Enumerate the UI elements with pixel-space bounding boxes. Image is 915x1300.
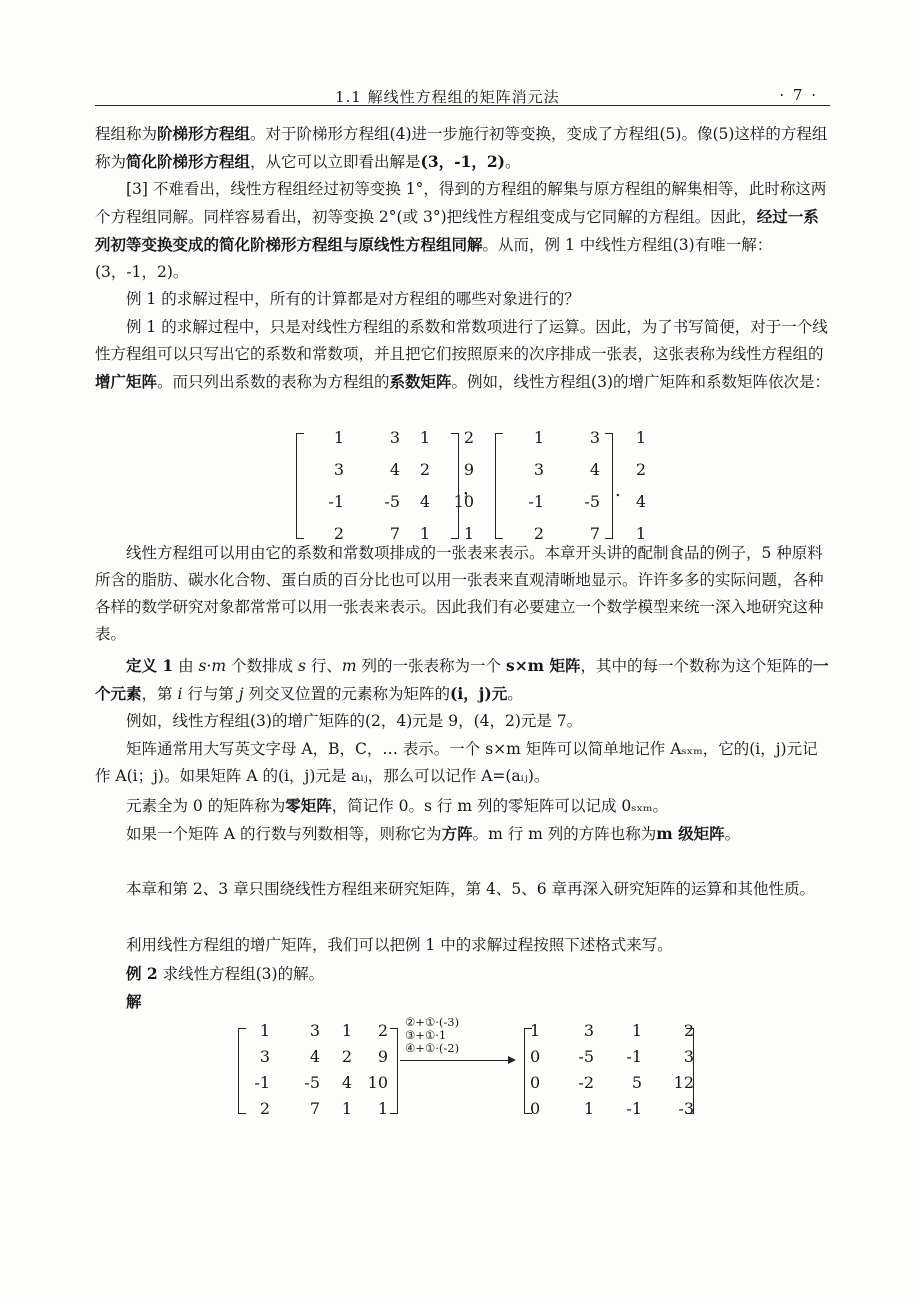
matrix-cell: 2 (463, 428, 474, 447)
matrix-cell: 3 (309, 1021, 320, 1040)
matrix-cell: 2 (533, 524, 544, 543)
example-2-heading: 例 2 求线性方程组(3)的解。 (126, 964, 325, 983)
row-op-2: ③+①·1 (405, 1028, 447, 1042)
matrix-cell: -5 (304, 1073, 320, 1092)
matrix-cell: 1 (419, 428, 430, 447)
augmented-matrix-step (244, 1018, 394, 1122)
matrix-cell: 2 (377, 1021, 388, 1040)
matrix-cell: -1 (254, 1073, 270, 1092)
row-op-1: ②+①·(-3) (405, 1015, 460, 1029)
matrix-cell: 1 (341, 1021, 352, 1040)
matrix-cell: 2 (259, 1099, 270, 1118)
matrix-cell: 2 (341, 1047, 352, 1066)
matrix-cell: 3 (589, 428, 600, 447)
matrix-bracket-right (451, 433, 459, 539)
matrix-cell: -5 (584, 492, 600, 511)
paragraph-12: 利用线性方程组的增广矩阵，我们可以把例 1 中的求解过程按照下述格式来写。 (126, 936, 673, 954)
matrix-cell: 10 (367, 1073, 388, 1092)
matrix-cell: 1 (635, 524, 646, 543)
matrix-cell: -5 (384, 492, 400, 511)
matrix-cell: 4 (341, 1073, 352, 1092)
paragraph-9: 元素全为 0 的矩阵称为零矩阵，简记作 0。s 行 m 列的零矩阵可以记成 0ₛₓₘ。 (126, 796, 669, 815)
matrix-cell: 1 (419, 524, 430, 543)
result-matrix (530, 1018, 700, 1122)
matrix-cell: 1 (341, 1099, 352, 1118)
matrix-cell: -1 (528, 492, 544, 511)
matrix-cell: -1 (626, 1047, 642, 1066)
comma: ， (463, 478, 481, 499)
arrow-head-icon (508, 1056, 516, 1064)
matrix-cell: -5 (578, 1047, 594, 1066)
matrix-cell: 3 (259, 1047, 270, 1066)
matrix-cell: 2 (333, 524, 344, 543)
matrix-cell: 1 (333, 428, 344, 447)
matrix-cell: 10 (453, 492, 474, 511)
matrix-cell: 12 (673, 1073, 694, 1092)
matrix-cell: 5 (631, 1073, 642, 1092)
matrix-cell: 7 (389, 524, 400, 543)
paragraph-3: 例 1 的求解过程中，所有的计算都是对方程组的哪些对象进行的？ (126, 290, 580, 308)
matrix-cell: 4 (589, 460, 600, 479)
matrix-cell: 1 (533, 428, 544, 447)
page-number: · 7 · (779, 86, 818, 104)
matrix-cell: -2 (578, 1073, 594, 1092)
paragraph-6-definition: 定义 1 由 s·m 个数排成 s 行、m 列的一张表称为一个 s×m 矩阵，其中的每一个数称为这个矩阵的一个元素，第 i 行与第 j 列交叉位置的元素称为矩阵的(i，j)元。 (95, 656, 829, 703)
matrix-cell: 9 (377, 1047, 388, 1066)
matrix-cell: 4 (389, 460, 400, 479)
matrix-cell: 3 (683, 1047, 694, 1066)
matrix-cell: -1 (328, 492, 344, 511)
matrix-bracket-left (296, 433, 304, 539)
matrix-cell: 1 (259, 1021, 270, 1040)
matrix-cell: 4 (635, 492, 646, 511)
matrix-bracket-right (686, 1028, 694, 1114)
section-title: 1.1 解线性方程组的矩阵消元法 (335, 88, 560, 106)
matrix-cell: 1 (463, 524, 474, 543)
matrix-cell: 3 (389, 428, 400, 447)
matrix-cell: 7 (589, 524, 600, 543)
matrix-cell: 2 (635, 460, 646, 479)
header-rule (95, 105, 830, 106)
running-header (95, 78, 830, 106)
matrix-cell: -1 (626, 1099, 642, 1118)
matrix-cell: 1 (635, 428, 646, 447)
matrix-cell: 0 (530, 1047, 541, 1066)
matrix-cell: 0 (530, 1073, 541, 1092)
paragraph-7: 例如，线性方程组(3)的增广矩阵的(2，4)元是 9，(4，2)元是 7。 (126, 712, 583, 730)
matrix-cell: 2 (683, 1021, 694, 1040)
matrix-cell: 9 (463, 460, 474, 479)
matrix-cell: 7 (309, 1099, 320, 1118)
matrix-cell: 2 (419, 460, 430, 479)
arrow-shaft (400, 1060, 510, 1061)
paragraph-4: 例 1 的求解过程中，只是对线性方程组的系数和常数项进行了运算。因此，为了书写简便，对于一个线性方程组可以只写出它的系数和常数项，并且把它们按照原来的次序排成一张表，这张表称为线性方程组的增广矩阵。而只列出系数的表称为方程组的系数矩阵。例如，线性方程组(3)的增广矩阵和系数矩阵依次是： (95, 318, 831, 391)
solution-label: 解 (126, 992, 142, 1011)
matrix-cell: 0 (530, 1099, 541, 1118)
matrix-cell: 1 (530, 1021, 541, 1040)
coefficient-matrix (502, 422, 652, 550)
matrix-bracket-right (605, 433, 613, 539)
matrix-cell: 1 (583, 1099, 594, 1118)
paragraph-5: 线性方程组可以用由它的系数和常数项排成的一张表来表示。本章开头讲的配制食品的例子，5 种原料所含的脂肪、碳水化合物、蛋白质的百分比也可以用一张表来直观清晰地显示。许许多多的实际问题，各种各样的数学研究对象都常常可以用一张表来表示。因此我们有必要建立一个数学模型来统一深入地研究这种表。 (95, 544, 824, 643)
matrix-cell: 1 (631, 1021, 642, 1040)
matrix-cell: 4 (309, 1047, 320, 1066)
paragraph-1: 程组称为阶梯形方程组。对于阶梯形方程组(4)进一步施行初等变换，变成了方程组(5)。像(5)这样的方程组称为简化阶梯形方程组，从它可以立即看出解是(3，-1，2)。 (95, 124, 828, 171)
matrix-bracket-right (390, 1028, 398, 1114)
matrix-cell: -3 (678, 1099, 694, 1118)
matrix-cell: 1 (377, 1099, 388, 1118)
matrix-cell: 3 (583, 1021, 594, 1040)
paragraph-11: 本章和第 2、3 章只围绕线性方程组来研究矩阵，第 4、5、6 章再深入研究矩阵的运算和其他性质。 (126, 880, 816, 898)
period: . (615, 480, 621, 501)
matrix-cell: 3 (333, 460, 344, 479)
matrix-cell: 3 (533, 460, 544, 479)
row-op-3: ④+①·(-2) (405, 1041, 460, 1055)
paragraph-2: [3] 不难看出，线性方程组经过初等变换 1°，得到的方程组的解集与原方程组的解集相等，此时称这两个方程组同解。同样容易看出，初等变换 2°(或 3°)把线性方程组变成与它同解的方程组。因此，经过一系列初等变换变成的简化阶梯形方程组与原线性方程组同解。从而，例 1 中线性方程组(3)有唯一解：(3，-1，2)。 (95, 180, 827, 281)
paragraph-10: 如果一个矩阵 A 的行数与列数相等，则称它为方阵。m 行 m 列的方阵也称为m 级矩阵。 (126, 824, 741, 843)
row-operations (405, 1016, 459, 1055)
paragraph-8: 矩阵通常用大写英文字母 A，B，C，… 表示。一个 s×m 矩阵可以简单地记作 Aₛₓₘ，它的(i，j)元记作 A(i；j)。如果矩阵 A 的(i，j)元是 aᵢⱼ，那么可以记作 A=(aᵢⱼ)。 (95, 740, 818, 785)
matrix-cell: 4 (419, 492, 430, 511)
